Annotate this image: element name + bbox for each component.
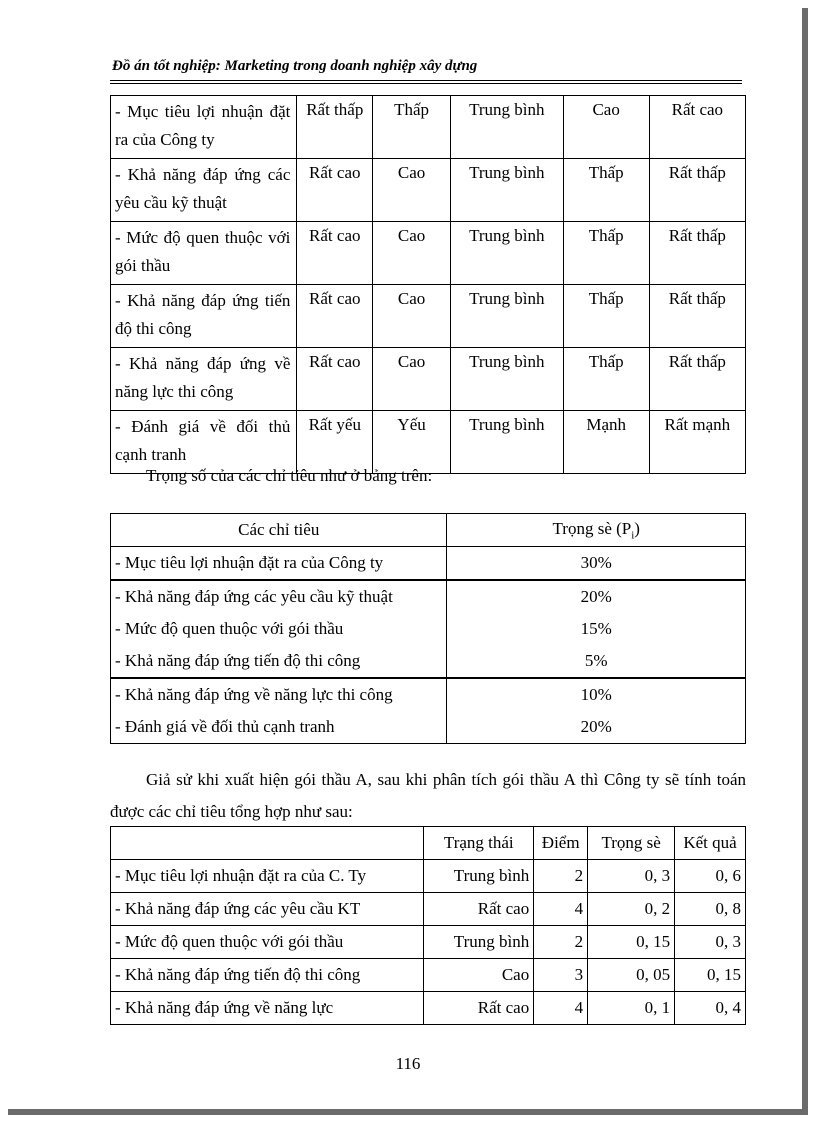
level-cell: Trung bình xyxy=(451,285,564,348)
criterion-name: - Khả năng đáp ứng các yêu cầu kỹ thuật xyxy=(111,580,447,613)
criterion-name: - Khả năng đáp ứng về năng lực thi công xyxy=(111,678,447,711)
weight-value: 10% xyxy=(447,678,746,711)
level-cell: Trung bình xyxy=(451,96,564,159)
weight-value: 0, 15 xyxy=(588,926,675,959)
weight-value: 20% xyxy=(447,711,746,744)
criterion-name: - Khả năng đáp ứng tiến độ thi công xyxy=(111,645,447,678)
level-cell: Cao xyxy=(373,222,451,285)
level-cell: Cao xyxy=(373,285,451,348)
page-header: Đồ án tốt nghiệp: Marketing trong doanh nghiệp xây dựng xyxy=(112,58,478,74)
result-value: 0, 3 xyxy=(675,926,746,959)
weight-value: 15% xyxy=(447,613,746,645)
column-header-result: Kết quả xyxy=(675,827,746,860)
score-value: 2 xyxy=(534,860,588,893)
status-value: Cao xyxy=(424,959,534,992)
weight-value: 0, 1 xyxy=(588,992,675,1025)
status-value: Rất cao xyxy=(424,992,534,1025)
table-row xyxy=(111,678,746,711)
table-row xyxy=(111,348,746,411)
criterion-cell: - Mức độ quen thuộc với gói thầu xyxy=(111,222,297,285)
table-row xyxy=(111,711,746,744)
weight-value: 0, 3 xyxy=(588,860,675,893)
weight-value: 0, 05 xyxy=(588,959,675,992)
level-cell: Rất cao xyxy=(297,159,373,222)
table-row xyxy=(111,222,746,285)
criterion-name: - Mục tiêu lợi nhuận đặt ra của Công ty xyxy=(111,547,447,581)
level-cell: Mạnh xyxy=(563,411,649,474)
summary-scores-table xyxy=(110,826,746,1025)
level-cell: Thấp xyxy=(563,348,649,411)
table-row xyxy=(111,580,746,613)
weight-value: 5% xyxy=(447,645,746,678)
level-cell: Rất mạnh xyxy=(649,411,745,474)
criterion-cell: - Đánh giá về đối thủ cạnh tranh xyxy=(111,411,297,474)
criterion-cell: - Khả năng đáp ứng tiến độ thi công xyxy=(111,285,297,348)
table-row xyxy=(111,926,746,959)
table-row xyxy=(111,159,746,222)
table-row xyxy=(111,645,746,678)
score-value: 4 xyxy=(534,992,588,1025)
status-value: Trung bình xyxy=(424,926,534,959)
column-header-weight: Trọng sè $(P_i)$ xyxy=(447,514,746,547)
level-cell: Trung bình xyxy=(451,222,564,285)
level-cell: Cao xyxy=(373,348,451,411)
level-cell: Rất yếu xyxy=(297,411,373,474)
level-cell: Rất thấp xyxy=(297,96,373,159)
weight-value: 20% xyxy=(447,580,746,613)
level-cell: Yếu xyxy=(373,411,451,474)
table-header-row xyxy=(111,827,746,860)
paragraph-scenario: Giả sử khi xuất hiện gói thầu A, sau khi phân tích gói thầu A thì Công ty sẽ tính toán được các chỉ tiêu tổng hợp như sau: xyxy=(110,770,746,821)
page-number: 116 xyxy=(395,1054,421,1073)
level-cell: Trung bình xyxy=(451,411,564,474)
criterion-name: - Khả năng đáp ứng các yêu cầu KT xyxy=(111,893,424,926)
level-cell: Thấp xyxy=(563,285,649,348)
score-value: 2 xyxy=(534,926,588,959)
level-cell: Rất cao xyxy=(649,96,745,159)
weights-table xyxy=(110,513,746,744)
score-value: 3 xyxy=(534,959,588,992)
table-row xyxy=(111,893,746,926)
result-value: 0, 6 xyxy=(675,860,746,893)
column-header-score: Điểm xyxy=(534,827,588,860)
paragraph-weights-intro: Trọng số của các chỉ tiêu như ở bảng trên: xyxy=(146,466,433,485)
level-cell: Rất thấp xyxy=(649,222,745,285)
criteria-levels-table xyxy=(110,95,746,474)
level-cell: Rất cao xyxy=(297,285,373,348)
result-value: 0, 8 xyxy=(675,893,746,926)
level-cell: Thấp xyxy=(563,159,649,222)
weight-value: 0, 2 xyxy=(588,893,675,926)
header-rule xyxy=(110,80,742,81)
level-cell: Cao xyxy=(563,96,649,159)
weight-value: 30% xyxy=(447,547,746,581)
criterion-name: - Mức độ quen thuộc với gói thầu xyxy=(111,613,447,645)
table-row xyxy=(111,96,746,159)
table-row xyxy=(111,547,746,581)
level-cell: Rất thấp xyxy=(649,159,745,222)
level-cell: Trung bình xyxy=(451,348,564,411)
column-header-status: Trạng thái xyxy=(424,827,534,860)
column-header-criteria: Các chỉ tiêu xyxy=(111,514,447,547)
criterion-cell: - Khả năng đáp ứng về năng lực thi công xyxy=(111,348,297,411)
level-cell: Rất cao xyxy=(297,222,373,285)
table-row xyxy=(111,992,746,1025)
level-cell: Rất cao xyxy=(297,348,373,411)
table-row xyxy=(111,959,746,992)
result-value: 0, 15 xyxy=(675,959,746,992)
criterion-name: - Mục tiêu lợi nhuận đặt ra của C. Ty xyxy=(111,860,424,893)
score-value: 4 xyxy=(534,893,588,926)
status-value: Rất cao xyxy=(424,893,534,926)
table-row xyxy=(111,860,746,893)
criterion-name: - Khả năng đáp ứng tiến độ thi công xyxy=(111,959,424,992)
level-cell: Cao xyxy=(373,159,451,222)
level-cell: Rất thấp xyxy=(649,348,745,411)
level-cell: Trung bình xyxy=(451,159,564,222)
criterion-cell: - Khả năng đáp ứng các yêu cầu kỹ thuật xyxy=(111,159,297,222)
status-value: Trung bình xyxy=(424,860,534,893)
header-rule xyxy=(110,83,742,84)
table-row xyxy=(111,613,746,645)
criterion-cell: - Mục tiêu lợi nhuận đặt ra của Công ty xyxy=(111,96,297,159)
level-cell: Thấp xyxy=(563,222,649,285)
result-value: 0, 4 xyxy=(675,992,746,1025)
criterion-name: - Mức độ quen thuộc với gói thầu xyxy=(111,926,424,959)
criterion-name: - Đánh giá về đối thủ cạnh tranh xyxy=(111,711,447,744)
column-header-weight: Trọng sè xyxy=(588,827,675,860)
level-cell: Rất thấp xyxy=(649,285,745,348)
level-cell: Thấp xyxy=(373,96,451,159)
column-header-criteria xyxy=(111,827,424,860)
table-header-row xyxy=(111,514,746,547)
criterion-name: - Khả năng đáp ứng về năng lực xyxy=(111,992,424,1025)
table-row xyxy=(111,285,746,348)
